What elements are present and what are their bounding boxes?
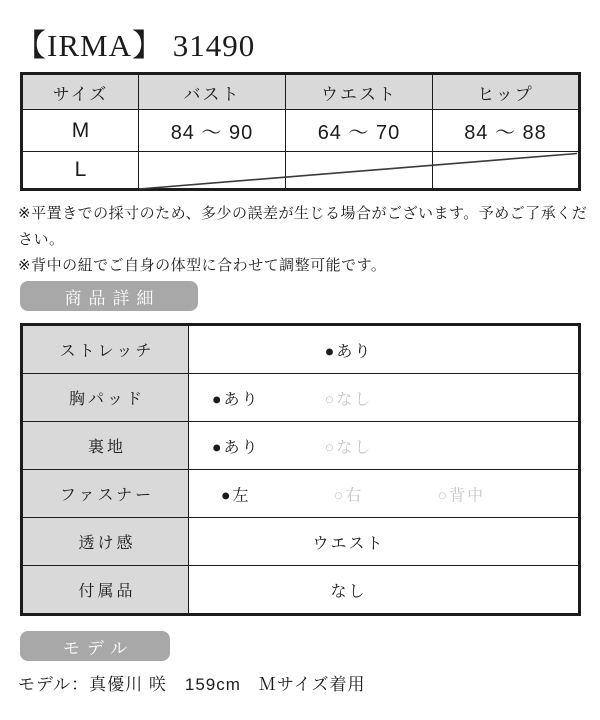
detail-value-chest-pad [189, 374, 580, 422]
option-stretch-ari: ●あり [324, 343, 373, 360]
detail-value-accessories [189, 566, 580, 615]
measurement-notes [18, 201, 600, 279]
size-l-label: L [22, 152, 139, 190]
option-lining-nashi: ○なし [324, 439, 373, 456]
detail-label-lining: 裏地 [22, 422, 189, 470]
section-header-product-details: 商品詳細 [20, 281, 198, 311]
option-zipper-left: ●左 [220, 487, 251, 504]
detail-label-stretch: ストレッチ [22, 325, 189, 374]
detail-row-zipper [22, 470, 580, 518]
detail-label-accessories: 付属品 [22, 566, 189, 615]
detail-table-wrap [20, 323, 578, 616]
waist-col-header: ウエスト [286, 74, 433, 110]
option-zipper-back: ○背中 [437, 487, 486, 504]
value-accessories-none: なし [330, 583, 367, 600]
size-row-l [22, 152, 580, 190]
size-table [20, 72, 581, 191]
size-m-bust: 84 ～ 90 [139, 110, 286, 152]
model-info-line: モデル：真優川 咲 159cm Ｍサイズ着用 [18, 675, 366, 694]
bust-col-header: バスト [139, 74, 286, 110]
note-back-string-adjust: ※背中の紐でご自身の体型に合わせて調整可能です。 [18, 257, 387, 274]
detail-value-sheerness [189, 518, 580, 566]
size-col-header: サイズ [22, 74, 139, 110]
page-title: 【IRMA】 31490 [15, 28, 256, 63]
size-table-wrap [20, 72, 578, 191]
detail-row-lining [22, 422, 580, 470]
size-m-waist: 64 ～ 70 [286, 110, 433, 152]
size-row-m [22, 110, 580, 152]
detail-value-stretch [189, 325, 580, 374]
hip-col-header: ヒップ [433, 74, 580, 110]
detail-table [20, 323, 581, 616]
size-l-hip [433, 152, 580, 190]
option-lining-ari: ●あり [211, 439, 260, 456]
detail-row-accessories [22, 566, 580, 615]
detail-row-chest-pad [22, 374, 580, 422]
detail-row-sheerness [22, 518, 580, 566]
size-l-bust [139, 152, 286, 190]
detail-label-sheerness: 透け感 [22, 518, 189, 566]
size-l-waist [286, 152, 433, 190]
option-chest-pad-nashi: ○なし [324, 391, 373, 408]
value-sheerness-waist: ウエスト [312, 535, 385, 552]
size-m-hip: 84 ～ 88 [433, 110, 580, 152]
note-measurement-error: ※平置きでの採寸のため、多少の誤差が生じる場合がございます。予めご了承ください。 [18, 205, 588, 248]
detail-value-lining [189, 422, 580, 470]
detail-row-stretch [22, 325, 580, 374]
size-m-label: M [22, 110, 139, 152]
option-chest-pad-ari: ●あり [211, 391, 260, 408]
detail-label-chest-pad: 胸パッド [22, 374, 189, 422]
option-zipper-right: ○右 [333, 487, 364, 504]
section-header-model: モデル [20, 631, 170, 661]
detail-value-zipper [189, 470, 580, 518]
detail-label-zipper: ファスナー [22, 470, 189, 518]
size-table-header-row [22, 74, 580, 110]
